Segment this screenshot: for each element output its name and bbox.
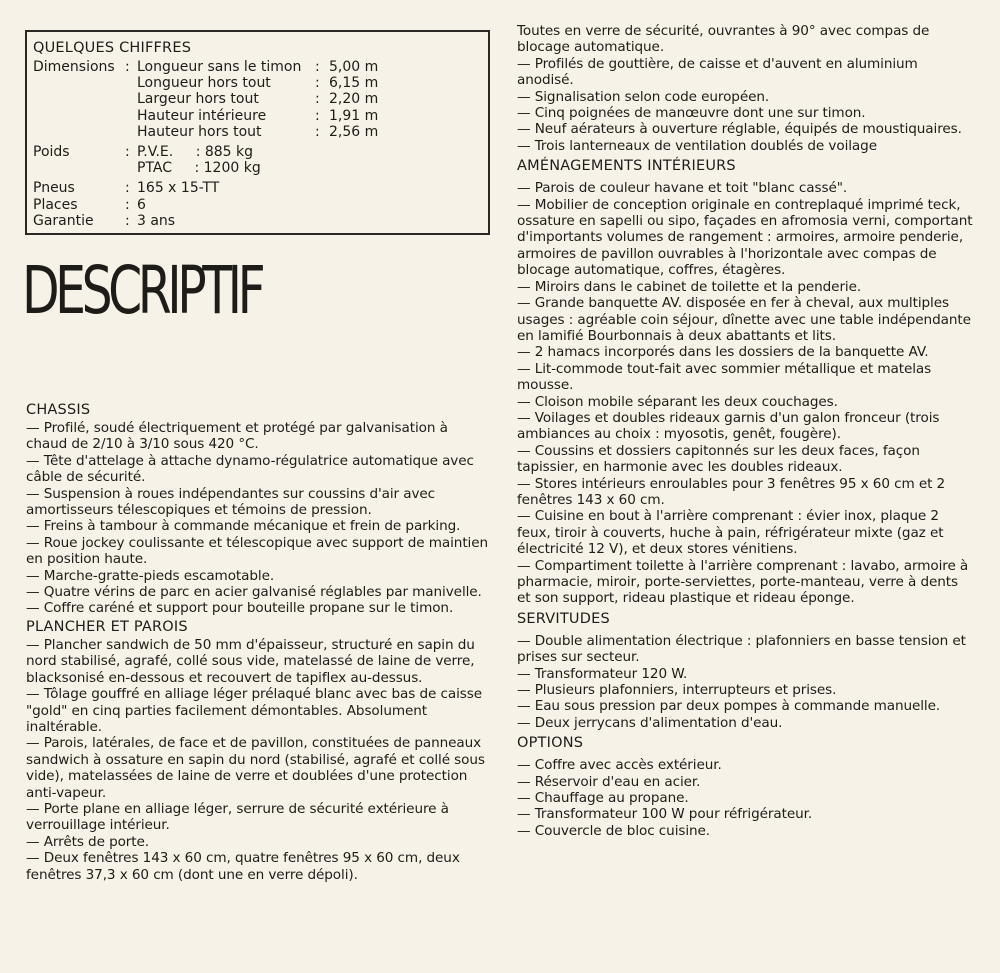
list-item: — Coffre avec accès extérieur. [517,757,722,774]
left-column [26,400,492,883]
list-item: — Grande banquette AV. disposée en fer à cheval, aux multiples usages : agréable coin séjour, dînette avec une table indépendante en lamifié Bourbonnais à deux abattants et lits. [517,295,971,344]
list-item: — Marche-gratte-pieds escamotable. [26,567,275,584]
spec-value: 885 kg [204,144,254,161]
spec-item: PTAC [137,160,173,177]
continued-list [517,23,975,154]
spec-item: P.V.E. [137,144,174,161]
list-item: — Suspension à roues indépendantes sur coussins d'air avec amortisseurs télescopiques et témoins de pression. [26,485,436,519]
list-item: — Deux jerrycans d'alimentation d'eau. [517,714,783,731]
spec-label: Poids [33,144,70,161]
spec-item: Hauteur hors tout [137,123,262,140]
spec-row [33,197,378,213]
spec-row [33,160,378,176]
interior-list [517,180,975,607]
list-item: — Arrêts de porte. [26,833,150,850]
spec-item: Longueur hors tout [137,75,271,92]
spec-value: 165 x 15-TT [137,180,220,197]
spec-colon: : [315,91,320,108]
list-item: — Mobilier de conception originale en contreplaqué imprimé teck, ossature en sapelli ou sipo, façades en afromosia verni, comportant d'importants volumes de rangement : armoires, armoire penderie, armoires de pavillon ouvrables à l'horizontale avec compas de blocage automatique, coffres, étagères. [517,196,973,279]
spec-label: Garantie [33,212,94,229]
spec-colon: : [125,59,130,75]
section-title-floor-walls: PLANCHER ET PAROIS [26,618,188,635]
spec-colon: : [125,196,130,213]
list-item: — Tôlage gouffré en alliage léger prélaqué blanc avec bas de caisse "gold" en cinq parties facilement démontables. Absolument inaltérable. [26,686,483,735]
list-item: — Double alimentation électrique : plafonniers en basse tension et prises sur secteur. [517,632,966,666]
spec-colon: : [194,160,200,177]
spec-value: 1,91 m [329,107,379,124]
spec-row [33,91,378,107]
spec-colon: : [315,59,320,75]
spec-colon: : [195,144,201,161]
list-item: — Neuf aérateurs à ouverture réglable, équipés de moustiquaires. [517,121,962,138]
spec-row [33,124,378,140]
spec-item: Largeur hors tout [137,91,259,108]
specs-box [25,30,490,235]
list-item: — Couvercle de bloc cuisine. [517,822,711,839]
spec-label: Pneus [33,180,75,197]
servitudes-list [517,633,975,731]
spec-item: Hauteur intérieure [137,107,267,124]
section-title-interior: AMÉNAGEMENTS INTÉRIEURS [517,158,736,175]
spec-row [33,180,378,196]
list-item: — Coffre caréné et support pour bouteille propane sur le timon. [26,600,454,617]
list-item: — Freins à tambour à commande mécanique et frein de parking. [26,518,461,535]
spec-colon: : [125,144,130,161]
list-item: — Chauffage au propane. [517,790,689,807]
chassis-list [26,420,492,617]
spec-colon: : [315,75,320,92]
spec-colon: : [315,123,320,140]
spec-value: 6,15 m [329,75,379,92]
spec-value: 5,00 m [329,59,379,75]
page-title: DESCRIPTIF [22,252,262,329]
spec-row [33,213,378,229]
list-item: — Profilés de gouttière, de caisse et d'auvent en aluminium anodisé. [517,55,918,89]
spec-value: 6 [137,196,146,213]
options-list [517,757,975,839]
list-item: — Porte plane en alliage léger, serrure de sécurité extérieure à verrouillage intérieur. [26,800,449,834]
spec-colon: : [125,212,130,229]
list-item: — Transformateur 120 W. [517,665,688,682]
spec-value: 3 ans [137,212,176,229]
spec-value: 2,20 m [329,91,379,108]
list-item: — Cinq poignées de manœuvre dont une sur timon. [517,105,866,122]
spec-value: 2,56 m [329,123,379,140]
section-title-servitudes: SERVITUDES [517,610,610,627]
floor-walls-list [26,637,492,883]
list-item: — Lit-commode tout-fait avec sommier métallique et matelas mousse. [517,360,932,394]
list-item: — Cuisine en bout à l'arrière comprenant : évier inox, plaque 2 feux, tiroir à couverts, huche à pain, réfrigérateur mixte (gaz et électricité 12 V), et deux stores vénitiens. [517,508,944,558]
spec-row [33,59,378,75]
section-title-options: OPTIONS [517,735,584,752]
specs-heading: QUELQUES CHIFFRES [33,40,192,56]
spec-colon: : [315,107,320,124]
list-item: — Roue jockey coulissante et télescopique avec support de maintien en position haute. [26,534,488,568]
spec-colon: : [125,180,130,197]
list-item: — Profilé, soudé électriquement et protégé par galvanisation à chaud de 2/10 à 3/10 sous 420 °C. [26,420,448,453]
spec-row [33,108,378,124]
specs-table [33,59,378,229]
list-item: — 2 hamacs incorporés dans les dossiers de la banquette AV. [517,344,929,361]
list-item: — Parois de couleur havane et toit "blanc cassé". [517,180,848,197]
list-item: — Cloison mobile séparant les deux couchages. [517,393,838,410]
list-item: — Parois, latérales, de face et de pavillon, constituées de panneaux sandwich à ossature en sapin du nord (stabilisé, agrafé et collé sous vide), matelassées de laine de verre et doublées d'une protection anti-vapeur. [26,735,485,801]
right-column [517,23,975,839]
spec-row [33,75,378,91]
spec-value: 1200 kg [203,160,261,177]
list-item: — Miroirs dans le cabinet de toilette et la penderie. [517,278,862,295]
list-item: — Coussins et dossiers capitonnés sur les deux faces, façon tapissier, en harmonie avec les doubles rideaux. [517,442,920,476]
list-item: — Quatre vérins de parc en acier galvanisé réglables par manivelle. [26,584,482,601]
section-title-chassis: CHASSIS [26,402,91,418]
list-item: — Eau sous pression par deux pompes à commande manuelle. [517,698,941,715]
list-item: — Plancher sandwich de 50 mm d'épaisseur, structuré en sapin du nord stabilisé, agrafé, collé sous vide, matelassé de laine de verre, blacksonisé en-dessous et recouvert de tapiflex au-dessus. [26,636,475,686]
list-item: — Plusieurs plafonniers, interrupteurs et prises. [517,682,837,699]
spec-label: Places [33,196,78,213]
list-item: — Deux fenêtres 143 x 60 cm, quatre fenêtres 95 x 60 cm, deux fenêtres 37,3 x 60 cm (dont une en verre dépoli). [26,850,460,883]
spec-label: Dimensions [33,59,115,75]
list-item: Toutes en verre de sécurité, ouvrantes à 90° avec compas de blocage automatique. [517,23,930,56]
list-item: — Réservoir d'eau en acier. [517,773,701,790]
spec-item: Longueur sans le timon [137,59,302,75]
list-item: — Signalisation selon code européen. [517,88,770,105]
list-item: — Tête d'attelage à attache dynamo-régulatrice automatique avec câble de sécurité. [26,452,474,486]
spec-row [33,144,378,160]
list-item: — Compartiment toilette à l'arrière comprenant : lavabo, armoire à pharmacie, miroir, porte-serviettes, porte-manteau, verre à dents et son support, rideau plastique et rideau éponge. [517,557,969,607]
list-item: — Trois lanterneaux de ventilation doublés de voilage [517,137,877,154]
list-item: — Transformateur 100 W pour réfrigérateur. [517,806,813,823]
list-item: — Voilages et doubles rideaux garnis d'un galon fronceur (trois ambiances au choix : myosotis, genêt, fougère). [517,409,940,443]
list-item: — Stores intérieurs enroulables pour 3 fenêtres 95 x 60 cm et 2 fenêtres 143 x 60 cm. [517,475,946,508]
